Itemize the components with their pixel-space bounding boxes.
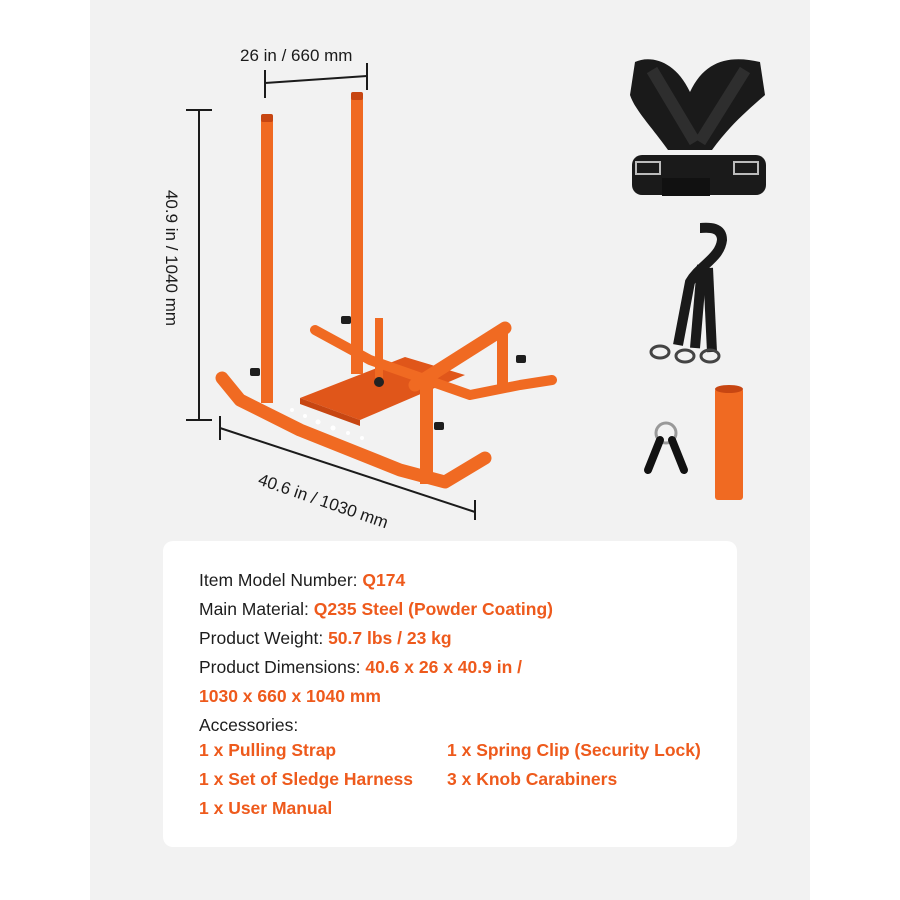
sleeve-image: [715, 385, 743, 500]
material-label: Main Material:: [199, 599, 309, 619]
accessory-item: 1 x Spring Clip (Security Lock): [447, 740, 701, 760]
spec-card: [163, 541, 737, 847]
harness-image: [630, 59, 766, 196]
model-value: Q174: [362, 570, 406, 590]
accessory-item: 3 x Knob Carabiners: [447, 769, 618, 789]
accessories-label: Accessories:: [199, 715, 299, 735]
dimensions-value-line-1: 40.6 x 26 x 40.9 in /: [365, 657, 522, 677]
accessory-item: 1 x Set of Sledge Harness: [199, 769, 413, 789]
dimensions-spec-continued: [199, 682, 739, 711]
pulling-strap-image: [651, 228, 722, 362]
weight-label: Product Weight:: [199, 628, 324, 648]
model-label: Item Model Number:: [199, 570, 358, 590]
height-dimension-line: [186, 110, 212, 420]
material-value: Q235 Steel (Powder Coating): [313, 599, 553, 619]
material-spec: [199, 595, 739, 624]
accessory-item: 1 x User Manual: [199, 798, 333, 818]
weight-spec: [199, 624, 739, 653]
height-dimension-label: 40.9 in / 1040 mm: [162, 189, 181, 327]
model-spec: [199, 566, 739, 595]
dimensions-value-line-2: 1030 x 660 x 1040 mm: [199, 686, 381, 706]
length-dimension-label: 40.6 in / 1030 mm: [255, 470, 391, 533]
accessory-item: 1 x Pulling Strap: [199, 740, 337, 760]
accessories-list: [199, 736, 739, 823]
spec-list: [199, 566, 739, 740]
dimensions-spec: [199, 653, 739, 682]
width-dimension-label: 26 in / 660 mm: [240, 46, 353, 65]
dimensions-label: Product Dimensions:: [199, 657, 361, 677]
spring-clip-image: [648, 423, 684, 470]
weight-value: 50.7 lbs / 23 kg: [328, 628, 452, 648]
sled-image: [222, 92, 552, 484]
